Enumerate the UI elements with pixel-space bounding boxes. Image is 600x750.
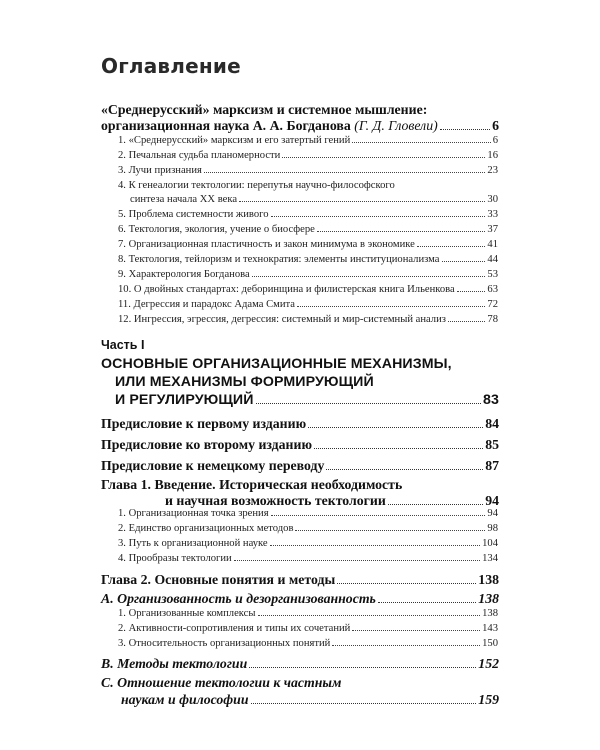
page-number: 23 (487, 165, 498, 176)
intro-heading-line1: «Среднерусский» марксизм и системное мышление: (101, 102, 428, 117)
toc-item-label: 1. Организованные комплексы (118, 608, 256, 619)
leader-dots (417, 246, 486, 247)
toc-item-label: Предисловие ко второму изданию (101, 437, 313, 452)
toc-item-intro-10 (118, 284, 498, 295)
toc-item-label: А. Организованность и дезорганизованность (101, 591, 376, 606)
chapter2-section-a (101, 591, 499, 607)
toc-item-label: Предисловие к немецкому переводу (101, 458, 325, 473)
part-title-text: И РЕГУЛИРУЮЩИЙ (115, 392, 254, 408)
leader-dots (234, 560, 480, 561)
chapter2-section-b (101, 656, 499, 672)
toc-item-intro-3 (118, 165, 498, 176)
page-number: 138 (482, 608, 498, 619)
leader-dots (256, 403, 481, 404)
toc-item-ch1-4 (118, 553, 498, 564)
toc-item-intro-11 (118, 299, 498, 310)
leader-dots (388, 504, 483, 505)
page-number: 6 (492, 135, 498, 146)
toc-item-label: 2. Печальная судьба планомерности (118, 150, 281, 161)
leader-dots (457, 291, 486, 292)
page-number: 94 (485, 493, 499, 508)
leader-dots (448, 321, 485, 322)
toc-item-label: 5. Проблема системности живого (118, 209, 269, 220)
page-number: 84 (485, 416, 499, 431)
leader-dots (239, 201, 485, 202)
leader-dots (297, 306, 485, 307)
toc-preface-2 (101, 437, 499, 453)
toc-item-label: 6. Тектология, экология, учение о биосфере (118, 224, 315, 235)
leader-dots (337, 583, 476, 584)
leader-dots (332, 645, 480, 646)
page-number: 44 (487, 254, 498, 265)
page-number: 94 (487, 508, 498, 519)
page-number: 33 (487, 209, 498, 220)
toc-item-label: 2. Активности-сопротивления и типы их сочетаний (118, 623, 351, 634)
leader-dots (249, 667, 476, 668)
chapter2-title (101, 572, 499, 588)
toc-item-intro-8 (118, 254, 498, 265)
leader-dots (314, 448, 483, 449)
intro-author: (Г. Д. Гловели) (354, 118, 438, 133)
intro-heading-text (101, 118, 438, 134)
page-number: 138 (478, 591, 499, 606)
chapter2-section-c-line1: С. Отношение тектологии к частным (101, 675, 342, 690)
page-number: 98 (487, 523, 498, 534)
toc-item-label: 7. Организационная пластичность и закон минимума в экономике (118, 239, 415, 250)
page-number: 150 (482, 638, 498, 649)
toc-item-intro-6 (118, 224, 498, 235)
part-label: Часть I (101, 338, 145, 352)
page-number: 16 (487, 150, 498, 161)
toc-item-label: 4. Прообразы тектологии (118, 553, 232, 564)
toc-item-label: 11. Дегрессия и парадокс Адама Смита (118, 299, 295, 310)
toc-item-intro-5 (118, 209, 498, 220)
part-title-line1: ОСНОВНЫЕ ОРГАНИЗАЦИОННЫЕ МЕХАНИЗМЫ, (101, 356, 452, 372)
toc-item-label: 1. «Среднерусский» марксизм и его затертый гений (118, 135, 351, 146)
toc-item-label: 12. Ингрессия, эгрессия, дегрессия: системный и мир-системный анализ (118, 314, 446, 325)
page-number: 53 (487, 269, 498, 280)
toc-item-label: наукам и философии (121, 692, 249, 707)
page-number: 30 (487, 194, 498, 205)
part-title-line2: ИЛИ МЕХАНИЗМЫ ФОРМИРУЮЩИЙ (115, 374, 374, 390)
page-title: Оглавление (101, 54, 241, 78)
toc-item-intro-1 (118, 135, 498, 146)
toc-preface-3 (101, 458, 499, 474)
leader-dots (251, 703, 477, 704)
toc-item-ch2a-2 (118, 623, 498, 634)
toc-item-label: 1. Организационная точка зрения (118, 508, 269, 519)
toc-preface-1 (101, 416, 499, 432)
leader-dots (271, 216, 486, 217)
chapter1-title-line1: Глава 1. Введение. Историческая необходимость (101, 477, 403, 492)
toc-item-label: 10. О двойных стандартах: деборинщина и филистерская книга Ильенкова (118, 284, 455, 295)
chapter1-title-text: и научная возможность тектологии (165, 493, 386, 508)
leader-dots (378, 602, 476, 603)
page-number: 72 (487, 299, 498, 310)
toc-item-intro-4 (130, 194, 498, 205)
chapter1-title-line2 (165, 493, 499, 509)
page-number: 78 (487, 314, 498, 325)
page-number: 143 (482, 623, 498, 634)
intro-heading-line2 (101, 118, 499, 134)
toc-item-label: 9. Характерология Богданова (118, 269, 250, 280)
page-number: 159 (478, 692, 499, 707)
toc-item-ch1-2 (118, 523, 498, 534)
toc-item-label: Глава 2. Основные понятия и методы (101, 572, 336, 587)
leader-dots (270, 545, 480, 546)
page-number: 83 (483, 392, 499, 408)
leader-dots (258, 615, 481, 616)
leader-dots (308, 427, 483, 428)
leader-dots (352, 142, 490, 143)
toc-item-intro-4-line1: 4. К генеалогии тектологии: перепутья научно-философского (118, 180, 395, 191)
leader-dots (317, 231, 486, 232)
toc-item-ch1-1 (118, 508, 498, 519)
toc-item-intro-2 (118, 150, 498, 161)
page-number: 85 (485, 437, 499, 452)
toc-item-label: 8. Тектология, тейлоризм и технократия: элементы институционализма (118, 254, 440, 265)
toc-item-label: 3. Путь к организационной науке (118, 538, 268, 549)
toc-item-label: Предисловие к первому изданию (101, 416, 307, 431)
page-number: 104 (482, 538, 498, 549)
part-title-line3 (115, 392, 499, 408)
page-number: 63 (487, 284, 498, 295)
toc-item-label: синтеза начала XX века (130, 194, 238, 205)
toc-item-intro-9 (118, 269, 498, 280)
leader-dots (282, 157, 485, 158)
toc-item-label: В. Методы тектологии (101, 656, 248, 671)
leader-dots (295, 530, 485, 531)
leader-dots (442, 261, 486, 262)
leader-dots (271, 515, 486, 516)
leader-dots (326, 469, 483, 470)
leader-dots (440, 129, 490, 130)
toc-item-ch2a-3 (118, 638, 498, 649)
toc-item-intro-12 (118, 314, 498, 325)
leader-dots (252, 276, 486, 277)
page-number: 87 (485, 458, 499, 473)
leader-dots (204, 172, 486, 173)
toc-item-ch2a-1 (118, 608, 498, 619)
page-number: 37 (487, 224, 498, 235)
page-number: 6 (492, 118, 499, 133)
page-number: 41 (487, 239, 498, 250)
intro-heading-title: организационная наука А. А. Богданова (101, 118, 351, 133)
leader-dots (352, 630, 480, 631)
toc-item-label: 3. Лучи признания (118, 165, 202, 176)
page-number: 152 (478, 656, 499, 671)
page-number: 138 (478, 572, 499, 587)
chapter2-section-c (121, 692, 499, 708)
page-number: 134 (482, 553, 498, 564)
toc-item-label: 2. Единство организационных методов (118, 523, 294, 534)
toc-item-label: 3. Относительность организационных понятий (118, 638, 331, 649)
toc-item-intro-7 (118, 239, 498, 250)
toc-item-ch1-3 (118, 538, 498, 549)
